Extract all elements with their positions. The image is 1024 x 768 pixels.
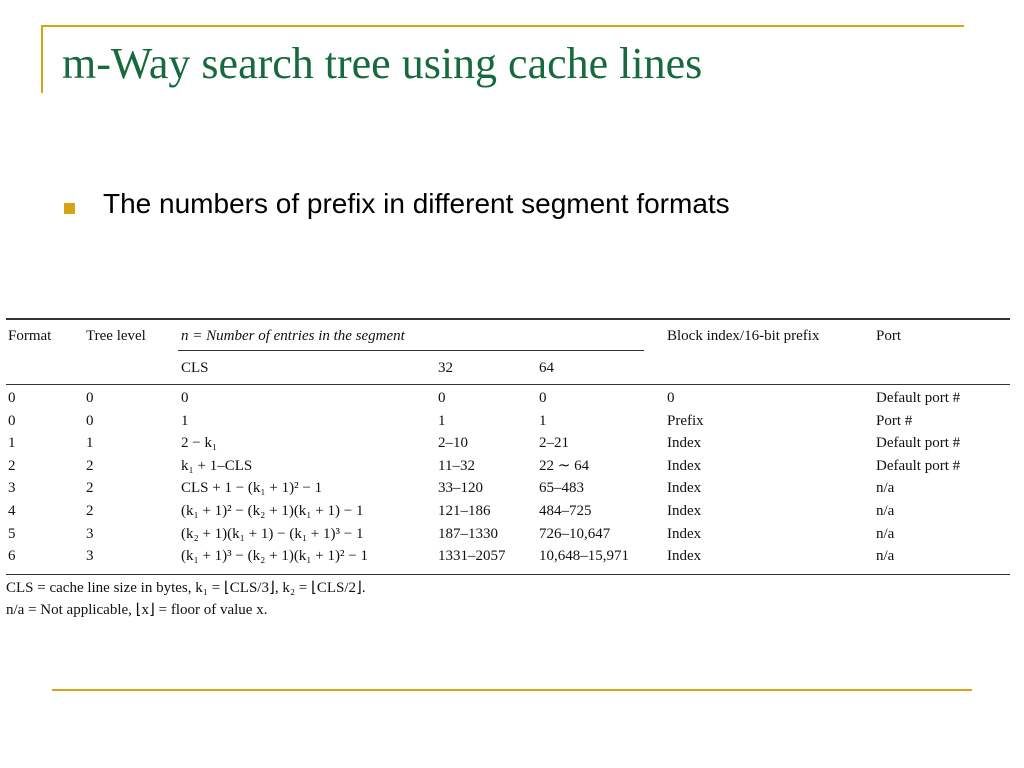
cell-level: 2 <box>86 457 94 474</box>
table-top-rule <box>6 318 1010 320</box>
cell-block: 0 <box>667 390 675 406</box>
header-port: Port <box>876 328 902 344</box>
cell-cls: (k₁ + 1)³ − (k₂ + 1)(k₁ + 1)² − 1 <box>181 548 368 565</box>
cell-block: Index <box>667 457 702 474</box>
cell-c64: 484–725 <box>539 503 592 519</box>
footnote-na: n/a = Not applicable, ⌊x⌋ = floor of value x. <box>6 602 268 618</box>
cell-c64: 2–21 <box>539 435 569 452</box>
cell-format: 2 <box>8 457 16 474</box>
cell-format: 4 <box>8 503 16 519</box>
cell-level: 2 <box>86 480 94 497</box>
cell-cls: 2 − k₁ <box>181 435 218 452</box>
bullet-text: The numbers of prefix in different segment formats <box>103 188 730 219</box>
header-group-rule <box>178 350 644 351</box>
cell-c32: 187–1330 <box>438 525 498 542</box>
cell-block: Index <box>667 503 702 519</box>
cell-c32: 1331–2057 <box>438 548 506 565</box>
cell-format: 0 <box>8 390 16 406</box>
footnote-cls: CLS = cache line size in bytes, k₁ = ⌊CLS/3⌋, k₂ = ⌊CLS/2⌋. <box>6 580 366 596</box>
cell-c64: 10,648–15,971 <box>539 548 629 565</box>
cell-c32: 0 <box>438 390 446 406</box>
cell-c32: 121–186 <box>438 503 491 519</box>
cell-port: n/a <box>876 548 895 565</box>
cell-cls: CLS + 1 − (k₁ + 1)² − 1 <box>181 480 323 497</box>
cell-block: Index <box>667 548 702 565</box>
cell-port: n/a <box>876 503 895 519</box>
header-64: 64 <box>539 360 554 376</box>
header-32: 32 <box>438 360 453 376</box>
cell-port: n/a <box>876 525 895 542</box>
cell-level: 3 <box>86 548 94 565</box>
cell-c64: 0 <box>539 390 547 406</box>
cell-format: 6 <box>8 548 16 565</box>
cell-block: Index <box>667 435 702 452</box>
cell-c64: 1 <box>539 412 547 429</box>
cell-format: 5 <box>8 525 16 542</box>
cell-level: 1 <box>86 435 94 452</box>
cell-port: Default port # <box>876 390 961 406</box>
cell-cls: 1 <box>181 412 189 429</box>
cell-c32: 33–120 <box>438 480 483 497</box>
cell-port: Default port # <box>876 457 961 474</box>
cell-level: 0 <box>86 390 94 406</box>
header-format: Format <box>8 328 52 344</box>
cell-c32: 2–10 <box>438 435 468 452</box>
frame-bottom-rule <box>52 689 972 691</box>
cell-port: n/a <box>876 480 895 497</box>
cell-format: 3 <box>8 480 16 497</box>
header-cls: CLS <box>181 360 209 376</box>
cell-cls: (k₂ + 1)(k₁ + 1) − (k₁ + 1)³ − 1 <box>181 525 364 542</box>
table-bottom-rule <box>6 574 1010 575</box>
cell-c64: 726–10,647 <box>539 525 611 542</box>
cell-block: Prefix <box>667 412 704 429</box>
cell-format: 1 <box>8 435 16 452</box>
slide-title: m-Way search tree using cache lines <box>62 39 703 88</box>
cell-port: Default port # <box>876 435 961 452</box>
cell-level: 3 <box>86 525 94 542</box>
cell-cls: k₁ + 1–CLS <box>181 457 253 474</box>
header-tree-level: Tree level <box>86 328 146 344</box>
cell-cls: (k₁ + 1)² − (k₂ + 1)(k₁ + 1) − 1 <box>181 503 364 519</box>
cell-level: 2 <box>86 503 94 519</box>
cell-format: 0 <box>8 412 16 429</box>
cell-port: Port # <box>876 412 913 429</box>
cell-level: 0 <box>86 412 94 429</box>
cell-c64: 22 ∼ 64 <box>539 457 590 474</box>
header-entries: n = Number of entries in the segment <box>181 328 405 344</box>
cell-c32: 1 <box>438 412 446 429</box>
cell-block: Index <box>667 525 702 542</box>
frame-top-rule <box>41 25 964 27</box>
header-block-index: Block index/16-bit prefix <box>667 328 820 344</box>
cell-c64: 65–483 <box>539 480 584 497</box>
cell-c32: 11–32 <box>438 457 475 474</box>
cell-block: Index <box>667 480 702 497</box>
frame-left-rule <box>41 25 43 93</box>
bullet-square-icon <box>64 203 75 214</box>
header-bottom-rule <box>6 384 1010 385</box>
cell-cls: 0 <box>181 390 189 406</box>
